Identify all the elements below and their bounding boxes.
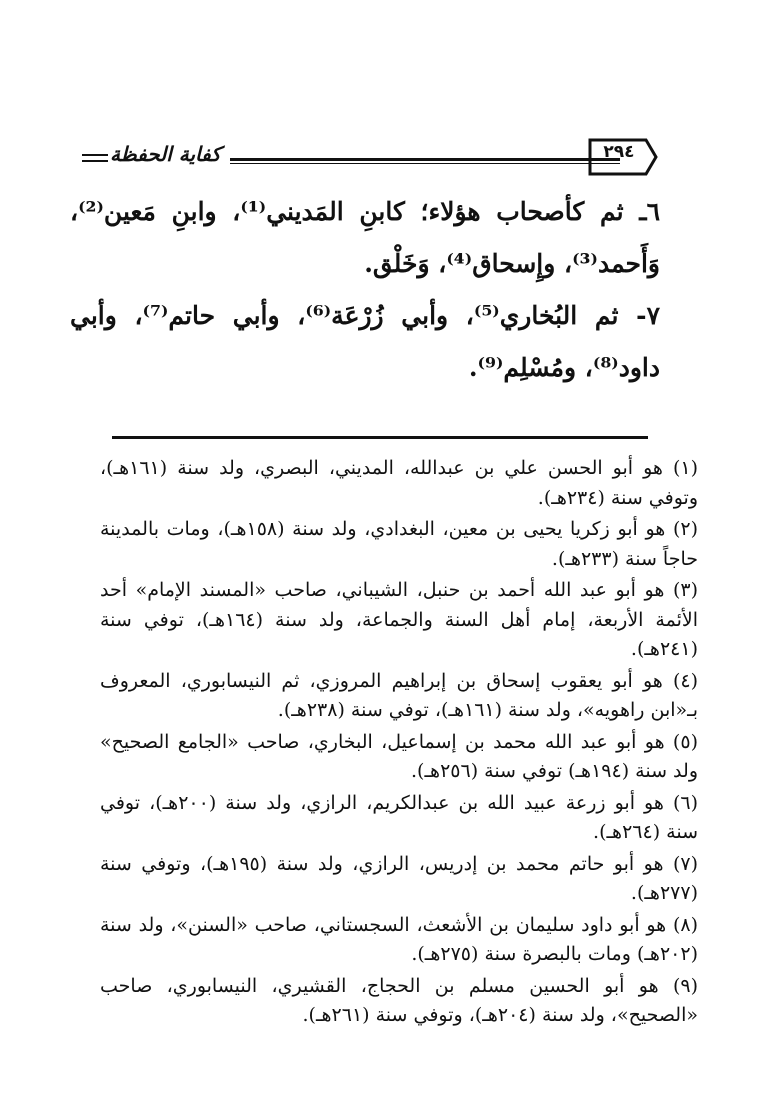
- main-paragraph-6: ٦ـ ثم كأصحاب هؤلاء؛ كابنِ المَديني⁽¹⁾، وابنِ مَعين⁽²⁾، وَأَحمد⁽³⁾، وإِسحاق⁽⁴⁾، وَخَلْق.: [70, 197, 661, 278]
- page-number: ٢٩٤: [603, 142, 635, 162]
- footnote-7: (٧) هو أبو حاتم محمد بن إدريس، الرازي، ولد سنة (١٩٥هـ)، وتوفي سنة (٢٧٧هـ).: [100, 852, 699, 904]
- footnote-1: (١) هو أبو الحسن علي بن عبدالله، المديني، البصري، ولد سنة (١٦١هـ)، وتوفي سنة (٢٣٤هـ).: [100, 457, 698, 509]
- footnote-5: (٥) هو أبو عبد الله محمد بن إسماعيل، البخاري، صاحب «الجامع الصحيح» ولد سنة (١٩٤هـ) توفي سنة (٢٥٦هـ).: [100, 730, 698, 782]
- footnote-2: (٢) هو أبو زكريا يحيى بن معين، البغدادي، ولد سنة (١٥٨هـ)، ومات بالمدينة حاجاً سنة (٢٣٣هـ).: [100, 518, 698, 570]
- header-rule-thin: [230, 163, 620, 164]
- footnote-separator: [112, 436, 648, 439]
- footnote-3: (٣) هو أبو عبد الله أحمد بن حنبل، الشيباني، صاحب «المسند الإمام» أحد الأئمة الأربعة، إمام أهل السنة والجماعة، ولد سنة (١٦٤هـ)، توفي سنة (٢٤١هـ).: [100, 579, 699, 660]
- footnote-9: (٩) هو أبو الحسين مسلم بن الحجاج، القشيري، النيسابوري، صاحب «الصحيح»، ولد سنة (٢٠٤هـ)، وتوفي سنة (٢٦١هـ).: [100, 974, 698, 1026]
- main-paragraph-7: ٧- ثم البُخاري⁽⁵⁾، وأبي زُرْعَة⁽⁶⁾، وأبي حاتم⁽⁷⁾، وأبي داود⁽⁸⁾، ومُسْلِم⁽⁹⁾.: [70, 301, 660, 382]
- header-rule-left: [82, 154, 108, 156]
- running-title: كفاية الحفظة: [110, 142, 221, 166]
- footnote-6: (٦) هو أبو زرعة عبيد الله بن عبدالكريم، الرازي، ولد سنة (٢٠٠هـ)، توفي سنة (٢٦٤هـ).: [100, 791, 698, 843]
- header-rule: [230, 158, 620, 161]
- footnote-4: (٤) هو أبو يعقوب إسحاق بن إبراهيم المروزي، ثم النيسابوري، المعروف بـ«ابن راهويه»، ولد سنة (١٦١هـ)، توفي سنة (٢٣٨هـ).: [100, 669, 698, 721]
- footnotes: [100, 454, 698, 1033]
- main-text: [70, 186, 660, 394]
- header-rule-left-lower: [82, 160, 108, 162]
- page-header: [80, 122, 650, 182]
- footnote-8: (٨) هو أبو داود سليمان بن الأشعث، السجستاني، صاحب «السنن»، ولد سنة (٢٠٢هـ) ومات بالبصرة سنة (٢٧٥هـ).: [100, 913, 698, 965]
